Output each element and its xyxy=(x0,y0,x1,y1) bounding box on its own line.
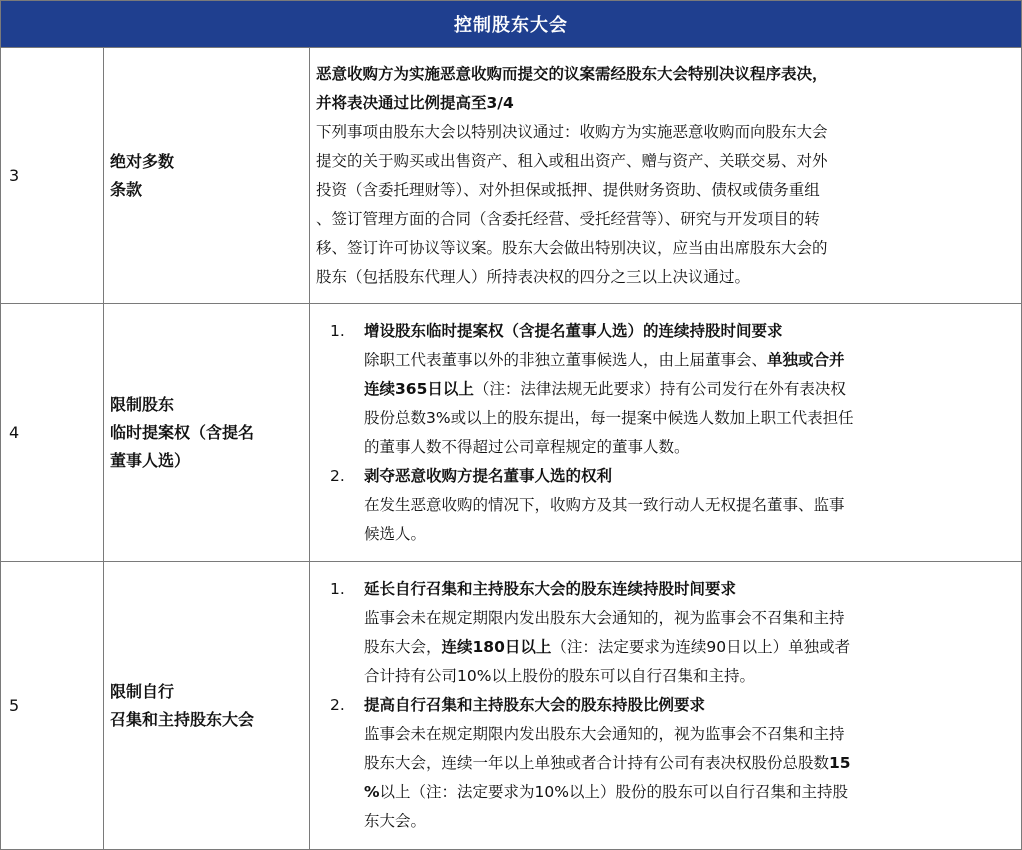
row-number: 5 xyxy=(1,562,104,850)
table-title: 控制股东大会 xyxy=(1,1,1022,48)
list-item xyxy=(316,462,1015,549)
row-number: 3 xyxy=(1,48,104,304)
table-row xyxy=(1,562,1022,850)
item-text: 监事会未在规定期限内发出股东大会通知的，视为监事会不召集和主持 xyxy=(364,609,845,627)
item-text: 东大会。 xyxy=(364,812,427,830)
item-text: （注：法律法规无此要求）持有公司发行在外有表决权 xyxy=(473,379,846,398)
table-row xyxy=(1,304,1022,562)
item-index: 1. xyxy=(330,321,345,340)
category-line: 限制股东 xyxy=(110,394,175,414)
item-title: 剥夺恶意收购方提名董事人选的权利 xyxy=(364,466,613,485)
list-item xyxy=(316,691,1015,836)
item-index: 2. xyxy=(330,696,345,714)
item-text: （注：法定要求为连续90日以上）单独或者 xyxy=(551,638,851,656)
item-title: 增设股东临时提案权（含提名董事人选）的连续持股时间要求 xyxy=(364,321,783,340)
item-text-emphasis: % xyxy=(364,783,380,801)
list-item xyxy=(316,317,1015,462)
item-text-emphasis: 连续365日以上 xyxy=(364,379,474,398)
item-title: 延长自行召集和主持股东大会的股东连续持股时间要求 xyxy=(364,580,737,598)
content-line: 并将表决通过比例提高至3/4 xyxy=(316,93,514,112)
list-item xyxy=(316,575,1015,691)
category-line: 召集和主持股东大会 xyxy=(110,709,255,729)
item-index: 1. xyxy=(330,580,345,598)
item-text: 合计持有公司10%以上股份的股东可以自行召集和主持。 xyxy=(364,667,755,685)
row-category xyxy=(104,48,310,304)
content-line: 移、签订许可协议等议案。股东大会做出特别决议，应当由出席股东大会的 xyxy=(316,238,828,257)
table-row xyxy=(1,48,1022,304)
item-text: 股东大会， xyxy=(364,638,442,656)
content-line: 提交的关于购买或出售资产、租入或租出资产、赠与资产、关联交易、对外 xyxy=(316,151,828,170)
item-text-emphasis: 15 xyxy=(829,754,851,772)
row-content xyxy=(310,304,1022,562)
row-category xyxy=(104,562,310,850)
content-line: 投资（含委托理财等）、对外担保或抵押、提供财务资助、债权或债务重组 xyxy=(316,180,820,199)
item-text: 监事会未在规定期限内发出股东大会通知的，视为监事会不召集和主持 xyxy=(364,725,845,743)
item-text: 股份总数3%或以上的股东提出，每一提案中候选人数加上职工代表担任 xyxy=(364,408,854,427)
item-text: 股东大会，连续一年以上单独或者合计持有公司有表决权股份总股数 xyxy=(364,754,830,772)
category-line: 临时提案权（含提名 xyxy=(110,422,255,442)
item-text: 的董事人数不得超过公司章程规定的董事人数。 xyxy=(364,437,690,456)
content-line: 下列事项由股东大会以特别决议通过：收购方为实施恶意收购而向股东大会 xyxy=(316,122,828,141)
category-line: 限制自行 xyxy=(110,681,175,701)
item-text: 在发生恶意收购的情况下，收购方及其一致行动人无权提名董事、监事 xyxy=(364,495,845,514)
item-text: 除职工代表董事以外的非独立董事候选人，由上届董事会、 xyxy=(364,350,768,369)
category-line: 绝对多数 xyxy=(110,151,175,171)
item-text: 以上（注：法定要求为10%以上）股份的股东可以自行召集和主持股 xyxy=(379,783,848,801)
category-line: 董事人选） xyxy=(110,450,191,470)
item-text: 候选人。 xyxy=(364,524,427,543)
item-index: 2. xyxy=(330,466,345,485)
content-line: 、签订管理方面的合同（含委托经营、受托经营等）、研究与开发项目的转 xyxy=(316,209,820,228)
category-line: 条款 xyxy=(110,179,143,199)
row-category xyxy=(104,304,310,562)
content-line: 恶意收购方为实施恶意收购而提交的议案需经股东大会特别决议程序表决， xyxy=(316,64,828,83)
row-content xyxy=(310,48,1022,304)
row-number: 4 xyxy=(1,304,104,562)
row-content xyxy=(310,562,1022,850)
item-text-emphasis: 连续180日以上 xyxy=(441,638,552,656)
item-title: 提高自行召集和主持股东大会的股东持股比例要求 xyxy=(364,696,706,714)
item-text-emphasis: 单独或合并 xyxy=(767,350,845,369)
content-line: 股东（包括股东代理人）所持表决权的四分之三以上决议通过。 xyxy=(316,267,751,286)
